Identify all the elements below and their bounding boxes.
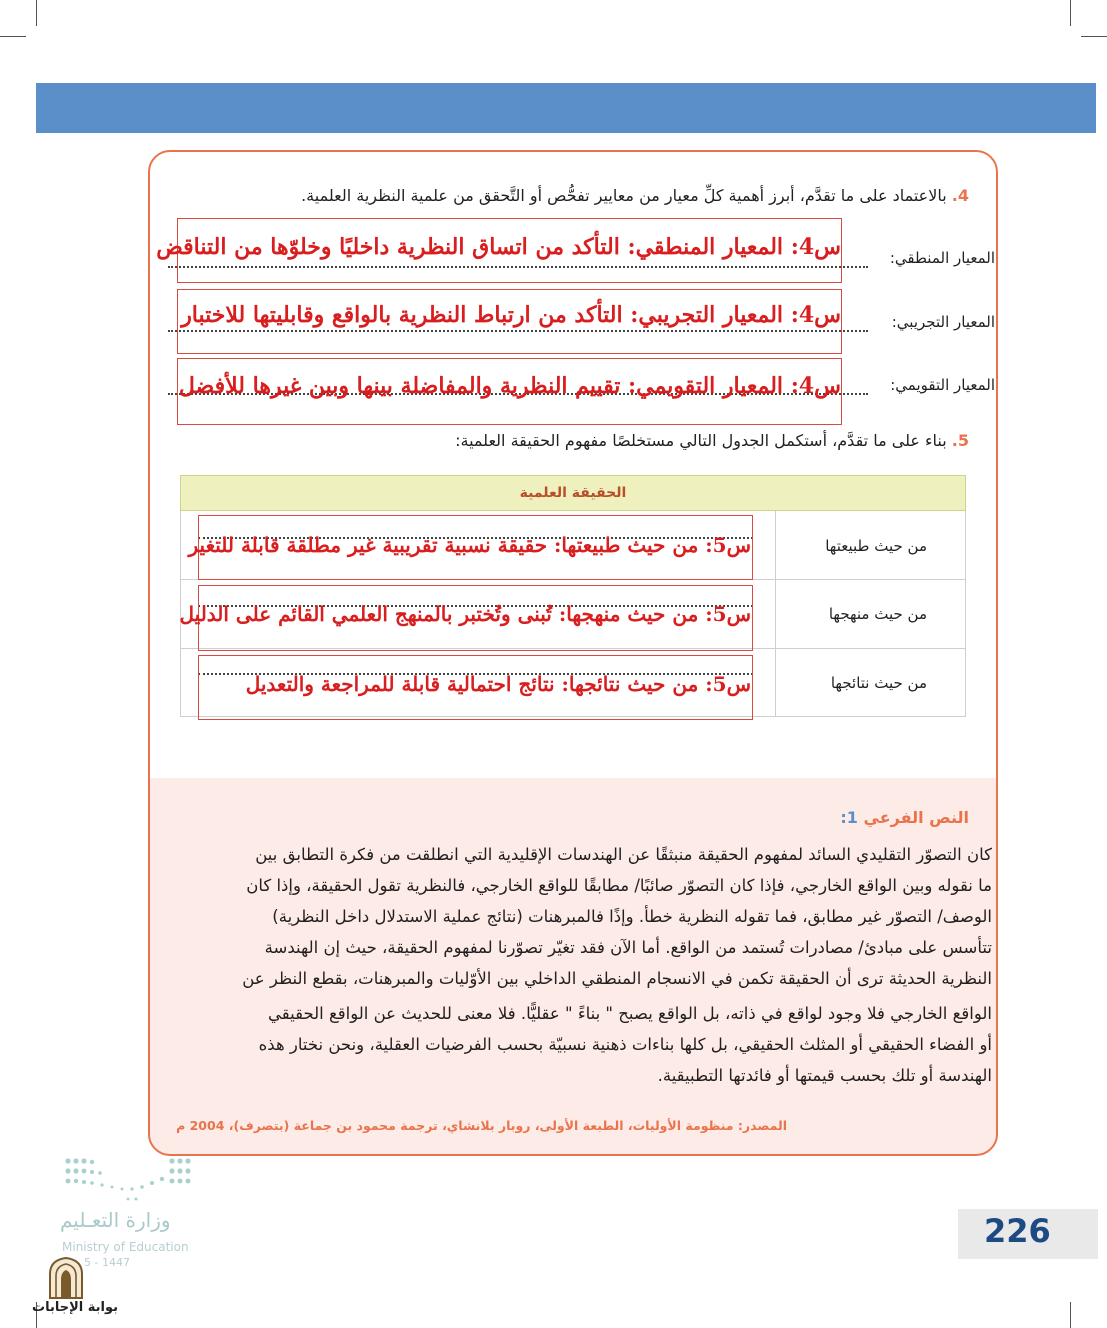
question-5 [455, 431, 969, 450]
extract-line: الهندسة أو تلك بحسب قيمتها أو فائدتها التطبيقية. [657, 1066, 992, 1085]
table-row-label: من حيث نتائجها [830, 674, 927, 692]
portal-logo-icon [44, 1256, 88, 1300]
extract-line: النظرية الحديثة ترى أن الحقيقة تكمن في الانسجام المنطقي الداخلي بين الأوّليات والمبرهنات، بقطع النظر عن [242, 969, 992, 988]
answer-method: س5: من حيث منهجها: تُبنى وتُختبر بالمنهج العلمي القائم على الدليل [179, 602, 751, 626]
portal-name: بوابة الإجابات [32, 1300, 118, 1315]
answer-evaluative: س4: المعيار التقويمي: تقييم النظرية والمفاضلة بينها وبين غيرها للأفضل [178, 373, 841, 399]
question-4 [301, 186, 969, 205]
crop-mark [1070, 1302, 1071, 1328]
page-number: 226 [984, 1212, 1051, 1250]
criterion-label-empirical: المعيار التجريبي: [891, 313, 995, 331]
question-number: 5. [951, 431, 969, 450]
ministry-year: 5 - 1447 [84, 1256, 130, 1269]
question-text: بالاعتماد على ما تقدَّم، أبرز أهمية كلِّ معيار من معايير تفحُّص أو التَّحقق من علمية النظرية العلمية. [301, 186, 947, 205]
question-number: 4. [951, 186, 969, 205]
ministry-name-arabic: وزارة التعـليم [60, 1208, 171, 1232]
answer-logical: س4: المعيار المنطقي: التأكد من اتساق النظرية داخليًا وخلوّها من التناقض [156, 234, 841, 260]
extract-source: المصدر: منظومة الأوليات، الطبعة الأولى، روبار بلانشاي، ترجمة محمود بن جماعة (بتصرف)، 2004 م [176, 1118, 787, 1133]
table-divider [775, 511, 776, 717]
extract-title [840, 808, 969, 827]
question-text: بناء على ما تقدَّم، أستكمل الجدول التالي مستخلصًا مفهوم الحقيقة العلمية: [455, 431, 947, 450]
answer-nature: س5: من حيث طبيعتها: حقيقة نسبية تقريبية غير مطلقة قابلة للتغير [188, 533, 751, 557]
extract-line: أو الفضاء الحقيقي أو المثلث الحقيقي، بل كلها بناءات ذهنية نسبيّة بحسب الفرضيات العقلية، ونحن نختار هذه [258, 1035, 992, 1054]
ministry-logo-icon [60, 1155, 200, 1205]
table-row-label: من حيث طبيعتها [825, 537, 927, 555]
crop-mark [36, 0, 37, 26]
answer-empirical: س4: المعيار التجريبي: التأكد من ارتباط النظرية بالواقع وقابليتها للاختبار [181, 302, 841, 328]
table-header: الحقيقة العلمية [180, 475, 966, 511]
crop-mark [1081, 36, 1107, 37]
criterion-label-evaluative: المعيار التقويمي: [890, 376, 995, 394]
extract-line: الوصف/ التصوّر غير مطابق، فما تقوله النظرية خطأ. وإذًا فالمبرهنات (نتائج عملية الاستدلال داخل النظرية) [272, 907, 992, 926]
extract-title-text: النص الفرعي [863, 808, 969, 827]
crop-mark [1070, 0, 1071, 26]
criterion-label-logical: المعيار المنطقي: [889, 249, 995, 267]
extract-line: الواقع الخارجي فلا وجود لواقع في ذاته، بل الواقع يصبح " بناءً " عقليًّا. فلا معنى للحديث عن الواقع الحقيقي [268, 1004, 992, 1023]
extract-line: كان التصوّر التقليدي السائد لمفهوم الحقيقة منبثقًا عن الهندسات الإقليدية التي انطلقت من فكرة التطابق بين [255, 845, 992, 864]
header-band [36, 83, 1096, 133]
extract-line: ما نقوله وبين الواقع الخارجي، فإذا كان التصوّر صائبًا/ مطابقًا للواقع الخارجي، فالنظرية تقول الحقيقة، وإذا كان [246, 876, 992, 895]
extract-line: تتأسس على مبادئ/ مصادرات تُستمد من الواقع. أما الآن فقد تغيّر تصوّرنا لمفهوم الحقيقة، حيث إن الهندسة [264, 938, 992, 957]
extract-title-number: 1: [840, 808, 858, 827]
table-row-label: من حيث منهجها [828, 605, 927, 623]
crop-mark [0, 36, 26, 37]
ministry-name-english: Ministry of Education [62, 1240, 189, 1254]
answer-results: س5: من حيث نتائجها: نتائج احتمالية قابلة للمراجعة والتعديل [245, 672, 751, 696]
